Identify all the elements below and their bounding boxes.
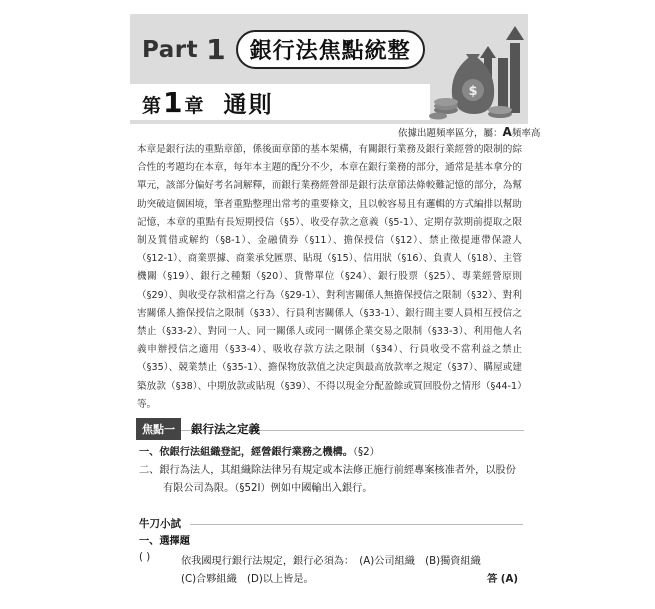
definition-points (139, 444, 524, 498)
chapter-number: 1 (163, 85, 183, 119)
focus-heading (136, 418, 260, 440)
chapter-intro: 本章是銀行法的重點章節，係後面章節的基本架構，有關銀行業務及銀行業經營的限制的綜合性的考題均在本章，每年本主題的配分不少，本章在銀行業務的部分，通常是基本拿分的單元，該部分偏好考名詞解釋，而銀行業務經營卻是銀行法章節法條較難記憶的部分，為幫助突破這個困境，筆者重點整理出常考的重要條文，且以較容易且有邏輯的方式編排以幫助記憶，本章的重點有長短期授信（§5）、收受存款之意義（§5-1）、定期存款期前提取之限制及質借或解約（§8-1）、金融債券（§11）、擔保授信（§12）、禁止徵提連帶保證人（§12-1）、商業票據、商業承兌匯票、貼現（§15）、信用狀（§16）、負責人（§18）、主管機關（§19）、銀行之種類（§20）、貨幣單位（§24）、銀行股票（§25）、專業經營原則（§29）、與收受存款相當之行為（§29-1）、對利害關係人無擔保授信之限制（§32）、對利害關係人擔保授信之限制（§33）、行員利害關係人（§33-1）、銀行間主要人員相互授信之禁止（§33-2）、對同一人、同一關係人或同一關係企業交易之限制（§33-3）、利用他人名義申辦授信之適用（§33-4）、吸收存款方法之限制（§34）、行員收受不當利益之禁止（§35）、競業禁止（§35-1）、擔保物放款值之決定與最高放款率之規定（§37）、購屋或建築放款（§38）、中期放款或貼現（§39）、不得以現金分配盈餘或買回股份之情形（§44-1）等。 (137, 144, 522, 410)
point-1-bold: 一、依銀行法組織登記，經營銀行業務之機構。 (139, 447, 353, 458)
drill-divider (190, 524, 523, 525)
question-options-line2: (C)合夥組織 (D)以上皆是。 (181, 574, 314, 585)
answer-blank: ( ) (139, 552, 151, 563)
point-2: 二、銀行為法人，其組織除法律另有規定或本法修正施行前經專案核准者外，以股份有限公司為限。（§52Ⅰ）例如中國輸出入銀行。 (139, 465, 516, 494)
point-1-ref: （§2） (352, 447, 380, 458)
svg-text:$: $ (468, 84, 478, 99)
question-answer: 答 (A) (487, 574, 518, 585)
focus-title: 銀行法之定義 (191, 422, 260, 436)
money-bag-illustration (428, 18, 528, 123)
focus-tag: 焦點一 (136, 418, 181, 440)
chapter-suffix: 章 (184, 94, 204, 117)
frequency-grade: A (502, 125, 512, 139)
chapter-header (130, 84, 430, 120)
chapter-prefix: 第 (142, 94, 162, 117)
point-1 (139, 444, 524, 462)
part-title: 銀行法焦點統整 (236, 30, 425, 69)
section-title: 一、選擇題 (139, 536, 190, 547)
drill-title: 牛刀小試 (139, 518, 181, 530)
part-number: 1 (206, 33, 226, 66)
frequency-text: 依據出題頻率區分，屬： (398, 128, 503, 139)
frequency-suffix: 頻率高 (511, 128, 541, 139)
question-text: 依我國現行銀行法規定，銀行必須為： (A)公司組織 (B)獨資組織 (181, 556, 481, 567)
frequency-indicator (398, 125, 540, 139)
part-header (142, 30, 425, 69)
part-label: Part (142, 36, 199, 63)
chapter-title: 通則 (223, 91, 274, 118)
